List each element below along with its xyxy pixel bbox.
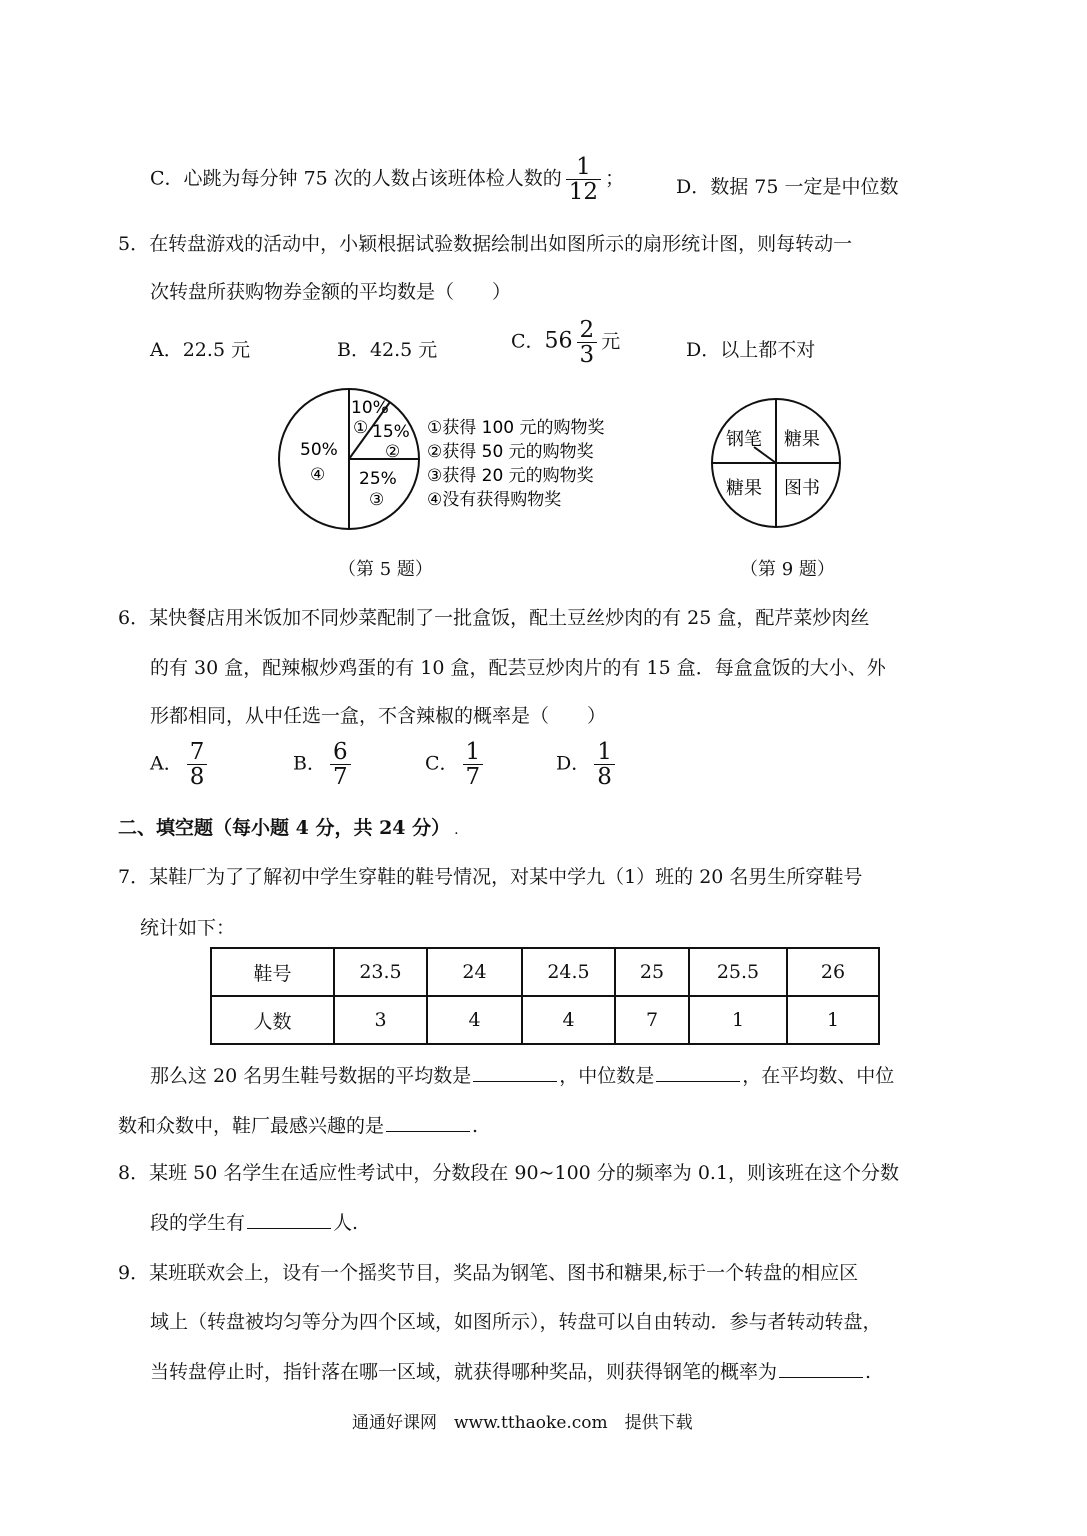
q9-blank-probability[interactable] bbox=[779, 1359, 863, 1378]
table-cell: 25.5 bbox=[689, 948, 787, 996]
pie-legend-1: ①获得 100 元的购物奖 bbox=[427, 418, 605, 438]
table-cell: 23.5 bbox=[334, 948, 427, 996]
q5-line-1: 5．在转盘游戏的活动中，小颖根据试验数据绘制出如图所示的扇形统计图，则每转动一 bbox=[118, 233, 853, 255]
q9-line-3: 当转盘停止时，指针落在哪一区域，就获得哪种奖品，则获得钢笔的概率为 . bbox=[150, 1361, 872, 1383]
q9-line-1: 9．某班联欢会上，设有一个摇奖节目，奖品为钢笔、图书和糖果,标于一个转盘的相应区 bbox=[118, 1262, 859, 1284]
table-cell: 3 bbox=[334, 996, 427, 1044]
spinner-label-top-right: 糖果 bbox=[784, 429, 820, 450]
pie-label-50: 50% bbox=[300, 440, 338, 460]
q5-option-b: B．42.5 元 bbox=[337, 339, 438, 361]
pie-legend-3: ③获得 20 元的购物奖 bbox=[427, 466, 594, 486]
q9-line-2: 域上（转盘被均匀等分为四个区域，如图所示），转盘可以自由转动．参与者转动转盘， bbox=[150, 1311, 882, 1333]
shoe-size-table bbox=[210, 947, 880, 1045]
q8-blank-count[interactable] bbox=[247, 1210, 331, 1229]
q7-after-line-1: 那么这 20 名男生鞋号数据的平均数是 ，中位数是 ，在平均数、中位 bbox=[150, 1065, 895, 1087]
q6-option-c-fraction: $\frac{1}{7}$ bbox=[463, 740, 484, 789]
pie-label-25: 25% bbox=[359, 469, 397, 489]
q9-figure-caption: （第 9 题） bbox=[740, 559, 835, 580]
q5-figure-caption: （第 5 题） bbox=[338, 559, 433, 580]
q6-line-1: 6．某快餐店用米饭加不同炒菜配制了一批盒饭，配土豆丝炒肉的有 25 盒，配芹菜炒肉丝 bbox=[118, 607, 870, 629]
pie-label-c2: ② bbox=[385, 442, 401, 462]
table-cell: 26 bbox=[787, 948, 879, 996]
q5-line-2: 次转盘所获购物券金额的平均数是（ ） bbox=[150, 281, 512, 303]
q5-option-d: D．以上都不对 bbox=[686, 339, 816, 361]
q6-option-d-fraction: $\frac{1}{8}$ bbox=[594, 740, 615, 789]
q6-option-b: B． $\frac{6}{7}$ bbox=[293, 740, 355, 789]
q7-blank-mean[interactable] bbox=[473, 1063, 557, 1082]
table-row bbox=[211, 996, 879, 1044]
pie-label-c4: ④ bbox=[310, 465, 326, 485]
pie-legend-4: ④没有获得购物奖 bbox=[427, 490, 562, 510]
q5-option-a: A．22.5 元 bbox=[150, 339, 251, 361]
q6-line-2: 的有 30 盒，配辣椒炒鸡蛋的有 10 盒，配芸豆炒肉片的有 15 盒．每盒盒饭的大小、外 bbox=[150, 657, 886, 679]
table-cell: 7 bbox=[615, 996, 689, 1044]
pie-label-c3: ③ bbox=[369, 490, 385, 510]
table-cell: 4 bbox=[427, 996, 522, 1044]
section-2-title: 二、填空题（每小题 4 分，共 24 分） . bbox=[118, 817, 459, 839]
spinner-label-bottom-left: 糖果 bbox=[726, 478, 762, 499]
table-cell: 4 bbox=[522, 996, 615, 1044]
q9-spinner-figure bbox=[708, 395, 848, 535]
table-cell: 24 bbox=[427, 948, 522, 996]
table-cell: 鞋号 bbox=[211, 948, 334, 996]
q4-fraction: $\frac{1}{12}$ bbox=[566, 155, 601, 204]
q7-after-line-2: 数和众数中，鞋厂最感兴趣的是 . bbox=[118, 1115, 479, 1137]
q6-option-d: D． $\frac{1}{8}$ bbox=[556, 740, 619, 789]
q8-line-1: 8．某班 50 名学生在适应性考试中，分数段在 90~100 分的频率为 0.1，则该班在这个分数 bbox=[118, 1162, 900, 1184]
pie-legend-2: ②获得 50 元的购物奖 bbox=[427, 442, 594, 462]
page-footer: 通通好课网 www.tthaoke.com 提供下载 bbox=[352, 1413, 693, 1433]
q4-option-c: C．心跳为每分钟 75 次的人数占该班体检人数的 $\frac{1}{12}$ ； bbox=[150, 154, 625, 206]
q6-option-b-fraction: $\frac{6}{7}$ bbox=[330, 740, 351, 789]
q6-option-a: A． $\frac{7}{8}$ bbox=[150, 740, 211, 789]
table-cell: 24.5 bbox=[522, 948, 615, 996]
q5-fraction: $\frac{2}{3}$ bbox=[577, 318, 598, 367]
table-cell: 1 bbox=[689, 996, 787, 1044]
q6-line-3: 形都相同，从中任选一盒，不含辣椒的概率是（ ） bbox=[150, 705, 607, 727]
spinner-label-top-left: 钢笔 bbox=[726, 429, 762, 450]
q5-option-c: C．56 $\frac{2}{3}$ 元 bbox=[511, 317, 621, 369]
table-cell: 25 bbox=[615, 948, 689, 996]
pie-label-c1: ① bbox=[353, 418, 369, 438]
table-cell: 人数 bbox=[211, 996, 334, 1044]
q7-blank-interest[interactable] bbox=[386, 1113, 470, 1132]
spinner-label-bottom-right: 图书 bbox=[784, 478, 820, 499]
q4-option-d: D．数据 75 一定是中位数 bbox=[676, 176, 899, 198]
q7-line-2: 统计如下： bbox=[140, 917, 236, 939]
table-row bbox=[211, 948, 879, 996]
q6-option-c: C． $\frac{1}{7}$ bbox=[425, 740, 487, 789]
pie-label-15: 15% bbox=[372, 422, 410, 442]
q5-pie-figure bbox=[275, 385, 635, 535]
pie-label-10: 10% bbox=[351, 398, 389, 418]
q7-line-1: 7．某鞋厂为了了解初中学生穿鞋的鞋号情况，对某中学九（1）班的 20 名男生所穿鞋号 bbox=[118, 866, 863, 888]
table-cell: 1 bbox=[787, 996, 879, 1044]
q6-option-a-fraction: $\frac{7}{8}$ bbox=[187, 740, 208, 789]
q7-blank-median[interactable] bbox=[656, 1063, 740, 1082]
q8-line-2: 段的学生有 人. bbox=[150, 1212, 359, 1234]
